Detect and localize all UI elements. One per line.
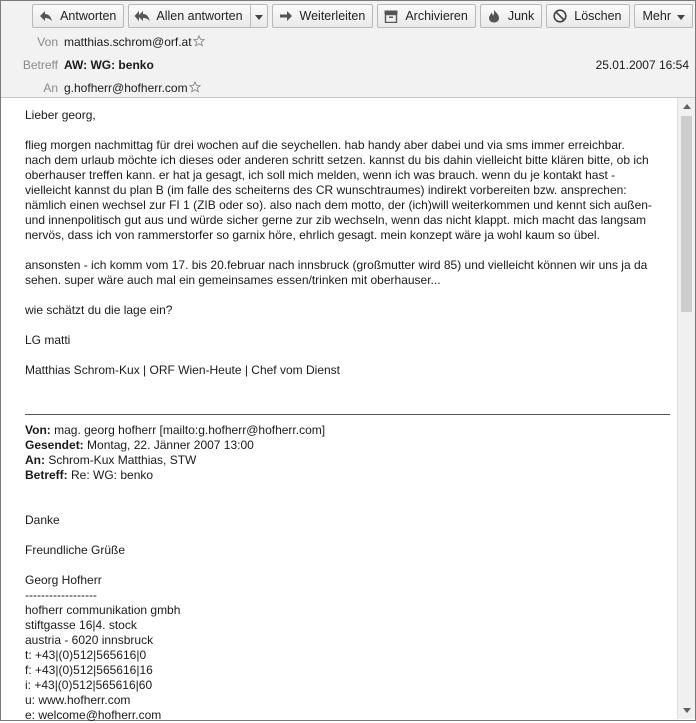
subject-label: Betreff <box>22 58 58 72</box>
from-address[interactable]: matthias.schrom@orf.at <box>64 35 192 49</box>
star-icon[interactable] <box>189 81 201 96</box>
question: wie schätzt du die lage ein? <box>25 303 173 317</box>
body-line: nervös, dass ich von rammerstorfer so garnix höre, ehrlich gesagt. mein konzept wäre ja wohl kaum so übel. <box>25 228 600 242</box>
forward-icon <box>278 8 294 24</box>
quoted-subject <box>25 468 673 483</box>
junk-flame-icon <box>486 8 502 24</box>
subject-value: AW: WG: benko <box>64 58 154 72</box>
message-text <box>25 108 673 723</box>
from-value[interactable] <box>64 35 205 50</box>
reply-label: Antworten <box>60 9 117 23</box>
quoted-thanks: Danke <box>25 513 60 527</box>
more-label: Mehr <box>642 9 671 23</box>
body-line: vielleicht kannst du plan B (im falle des scheiterns des CR wunschtraumes) indirekt vorbereiten bzw. ansprechen: <box>25 183 627 197</box>
quoted-regards: Freundliche Grüße <box>25 543 126 557</box>
more-button[interactable] <box>634 4 693 28</box>
quoted-subject-label: Betreff: <box>25 468 68 482</box>
company-line: e: welcome@hofherr.com <box>25 708 162 722</box>
scroll-down-arrow-icon[interactable] <box>678 702 695 719</box>
body-line: und innenpolitisch gut aus und würde sicher gerne zur zib wechseln, wenn das nicht klappt. mich macht das langsam <box>25 213 647 227</box>
body-line: nach dem urlaub möchte ich dieses oder anderen schritt setzen. kannst du bis dahin vielleicht bitte klären bitte, ob ich <box>25 153 649 167</box>
delete-label: Löschen <box>574 9 622 23</box>
quoted-from-label: Von: <box>25 423 51 437</box>
quoted-divider-text: ------------------ <box>25 588 97 602</box>
quoted-sent-label: Gesendet: <box>25 438 84 452</box>
to-value[interactable] <box>64 81 201 96</box>
quoted-subject-value: Re: WG: benko <box>71 468 154 482</box>
scroll-up-arrow-icon[interactable] <box>678 98 695 115</box>
company-line: f: +43|(0)512|565616|16 <box>25 663 153 677</box>
message-toolbar <box>32 3 693 29</box>
message-date: 25.01.2007 16:54 <box>595 58 689 72</box>
reply-button[interactable] <box>32 4 124 28</box>
quote-divider <box>25 414 670 415</box>
archive-button[interactable] <box>377 4 476 28</box>
quoted-from <box>25 423 673 438</box>
star-icon[interactable] <box>193 35 205 50</box>
quoted-sent <box>25 438 673 453</box>
reply-all-button[interactable] <box>128 4 249 28</box>
company-line: i: +43|(0)512|565616|60 <box>25 678 153 692</box>
reply-all-split <box>128 4 267 28</box>
company-line: austria - 6020 innsbruck <box>25 633 154 647</box>
delete-prohibited-icon <box>552 8 568 24</box>
body-line: nämlich einen wechsel zur FI 1 (ZIB oder so). also nach dem motto, der (ich)will weiterkommen und kennt sich außen- <box>25 198 652 212</box>
company-line: u: www.hofherr.com <box>25 693 131 707</box>
junk-label: Junk <box>507 9 535 23</box>
reply-all-label: Allen antworten <box>156 9 243 23</box>
signature: Matthias Schrom-Kux | ORF Wien-Heute | Chef vom Dienst <box>25 363 340 377</box>
to-label: An <box>43 81 58 95</box>
reply-all-dropdown[interactable] <box>250 4 268 28</box>
chevron-down-icon <box>255 9 263 23</box>
quoted-to-label: An: <box>25 453 45 467</box>
vertical-scrollbar[interactable] <box>677 98 695 719</box>
reply-all-icon <box>134 8 150 24</box>
quoted-from-value: mag. georg hofherr [mailto:g.hofherr@hofherr.com] <box>54 423 326 437</box>
junk-button[interactable] <box>480 4 542 28</box>
chevron-down-icon <box>677 9 685 23</box>
quoted-to-value: Schrom-Kux Matthias, STW <box>48 453 197 467</box>
quoted-sent-value: Montag, 22. Jänner 2007 13:00 <box>87 438 254 452</box>
message-header <box>1 1 695 98</box>
scrollbar-thumb[interactable] <box>681 116 692 312</box>
company-line: t: +43|(0)512|565616|0 <box>25 648 147 662</box>
body-line: flieg morgen nachmittag für drei wochen auf die seychellen. hab handy aber dabei und via sms immer erreichbar. <box>25 138 625 152</box>
quoted-to <box>25 453 673 468</box>
body-line: sehen. super wäre auch mal ein gemeinsames essen/trinken mit oberhauser... <box>25 273 441 287</box>
forward-button[interactable] <box>272 4 374 28</box>
signoff: LG matti <box>25 333 71 347</box>
forward-label: Weiterleiten <box>299 9 366 23</box>
delete-button[interactable] <box>546 4 629 28</box>
to-address[interactable]: g.hofherr@hofherr.com <box>64 81 188 95</box>
body-line: oberhauser treffen kann. er hat ja gesagt, ich soll mich melden, wenn ich was brauch. wenn du je kontakt hast - <box>25 168 616 182</box>
company-line: hofherr communikation gmbh <box>25 603 181 617</box>
archive-label: Archivieren <box>405 9 468 23</box>
archive-icon <box>383 8 399 24</box>
greeting: Lieber georg, <box>25 108 96 122</box>
from-label: Von <box>37 35 58 49</box>
quoted-name: Georg Hofherr <box>25 573 102 587</box>
reply-icon <box>38 8 54 24</box>
company-line: stiftgasse 16|4. stock <box>25 618 137 632</box>
message-body <box>1 98 677 722</box>
body-line: ansonsten - ich komm vom 17. bis 20.februar nach innsbruck (großmutter wird 85) und vielleicht können wir uns ja da <box>25 258 648 272</box>
